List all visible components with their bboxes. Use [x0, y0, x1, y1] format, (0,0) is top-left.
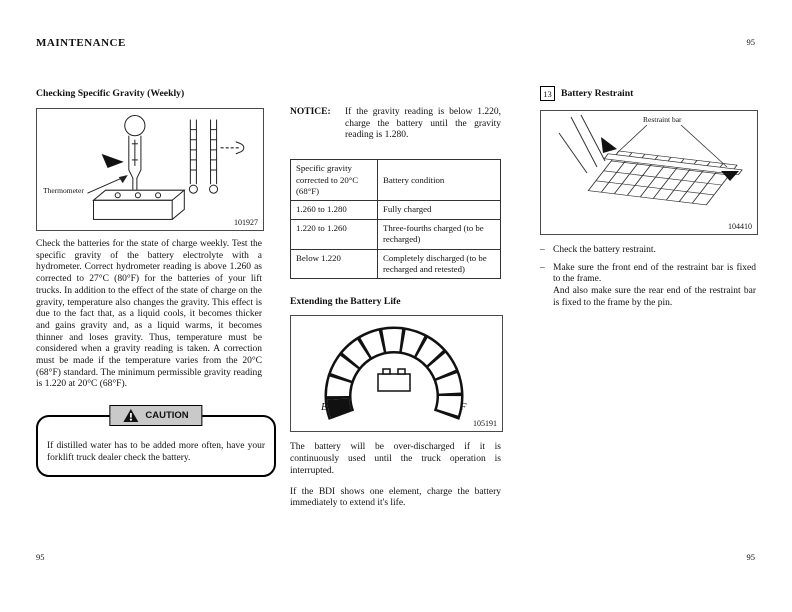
- column-left: [36, 88, 265, 477]
- page-title: MAINTENANCE: [36, 37, 126, 49]
- column-right: [540, 86, 756, 316]
- restraint-bar-label: Restraint bar: [643, 115, 682, 124]
- section-heading-battery-restraint: [540, 86, 756, 101]
- caution-box: [36, 410, 276, 476]
- page-number-top: 95: [746, 37, 755, 47]
- bdi-gauge-illustration: [291, 316, 502, 431]
- bullet-text: Check the battery restraint.: [553, 245, 656, 255]
- hydrometer-figure: [36, 108, 264, 231]
- list-item: [540, 263, 756, 310]
- table-cell: Three-fourths charged (to be recharged): [378, 219, 501, 249]
- step-number-box: 13: [540, 86, 555, 101]
- list-item: [540, 245, 756, 257]
- warning-triangle-icon: [123, 409, 138, 422]
- figure-number: 101927: [234, 218, 258, 227]
- body-paragraph: If the BDI shows one element, charge the battery immediately to extend it's life.: [290, 486, 501, 509]
- figure-number: 105191: [473, 419, 497, 429]
- table-cell: Below 1.220: [291, 249, 378, 279]
- table-cell: 1.220 to 1.260: [291, 219, 378, 249]
- section-heading-extending-battery-life: Extending the Battery Life: [290, 296, 401, 308]
- bullet-text: [553, 263, 756, 310]
- notice-label: NOTICE:: [290, 107, 331, 117]
- table-header-cell: Specific gravity corrected to 20°C (68°F): [291, 160, 378, 201]
- page-number-bottom-left: 95: [36, 552, 45, 562]
- bullet-text-continuation: And also make sure the rear end of the restraint bar is fixed to the frame by the pin.: [553, 286, 756, 308]
- column-middle: [290, 107, 501, 510]
- notice-text: If the gravity reading is below 1.220, charge the battery until the gravity reading is 1.280.: [345, 107, 501, 141]
- gauge-full-label: F: [460, 402, 467, 414]
- body-paragraph: Check the batteries for the state of charge weekly. Test the specific gravity of the battery electrolyte with a hydrometer. Correct hydrometer reading is above 1.260 as corrected to 27°C (80°F) for the batteries of your lift trucks. In addition to the effect of the state of charge on the gravity, temperature also changes the gravity. This effect is due to the fact that, as a liquid cools, it becomes thicker and gains gravity and, as a liquid warms, it becomes thinner and loses gravity. Thus, temperature must be considered when a gravity reading is taken. A correction must be made if the temperature varies from the 20°C (68°F) standard. The minimum permissible gravity reading is 1.220 at 20°C (68°F).: [36, 239, 262, 390]
- bullet-marker: –: [540, 262, 545, 273]
- thermometer-label: Thermometer: [43, 186, 84, 195]
- battery-restraint-figure: [540, 110, 758, 235]
- caution-title: CAUTION: [145, 410, 189, 422]
- table-row: [291, 201, 501, 219]
- figure-number: 104410: [728, 222, 752, 231]
- bdi-gauge-figure: [290, 315, 503, 432]
- caution-text: If distilled water has to be added more often, have your forklift truck dealer check the battery.: [47, 441, 265, 463]
- section-heading-specific-gravity: Checking Specific Gravity (Weekly): [36, 88, 185, 99]
- caution-header: [109, 405, 202, 426]
- bullet-marker: –: [540, 245, 545, 255]
- table-header-cell: Battery condition: [378, 160, 501, 201]
- table-header-row: [291, 160, 501, 201]
- bullet-text-line: Make sure the front end of the restraint bar is fixed to the frame.: [553, 262, 756, 285]
- table-row: [291, 249, 501, 279]
- specific-gravity-table: [290, 159, 501, 279]
- section-heading-label: Battery Restraint: [561, 88, 634, 99]
- table-cell: Completely discharged (to be recharged and retested): [378, 249, 501, 279]
- page-number-bottom-right: 95: [746, 552, 755, 562]
- table-cell: Fully charged: [378, 201, 501, 219]
- table-row: [291, 219, 501, 249]
- table-cell: 1.260 to 1.280: [291, 201, 378, 219]
- hydrometer-illustration: [37, 109, 263, 230]
- body-paragraph: The battery will be over-discharged if it is continuously used until the truck operation is interrupted.: [290, 442, 501, 476]
- gauge-empty-label: E: [321, 402, 328, 414]
- battery-restraint-illustration: [541, 111, 757, 234]
- notice-block: [290, 107, 501, 142]
